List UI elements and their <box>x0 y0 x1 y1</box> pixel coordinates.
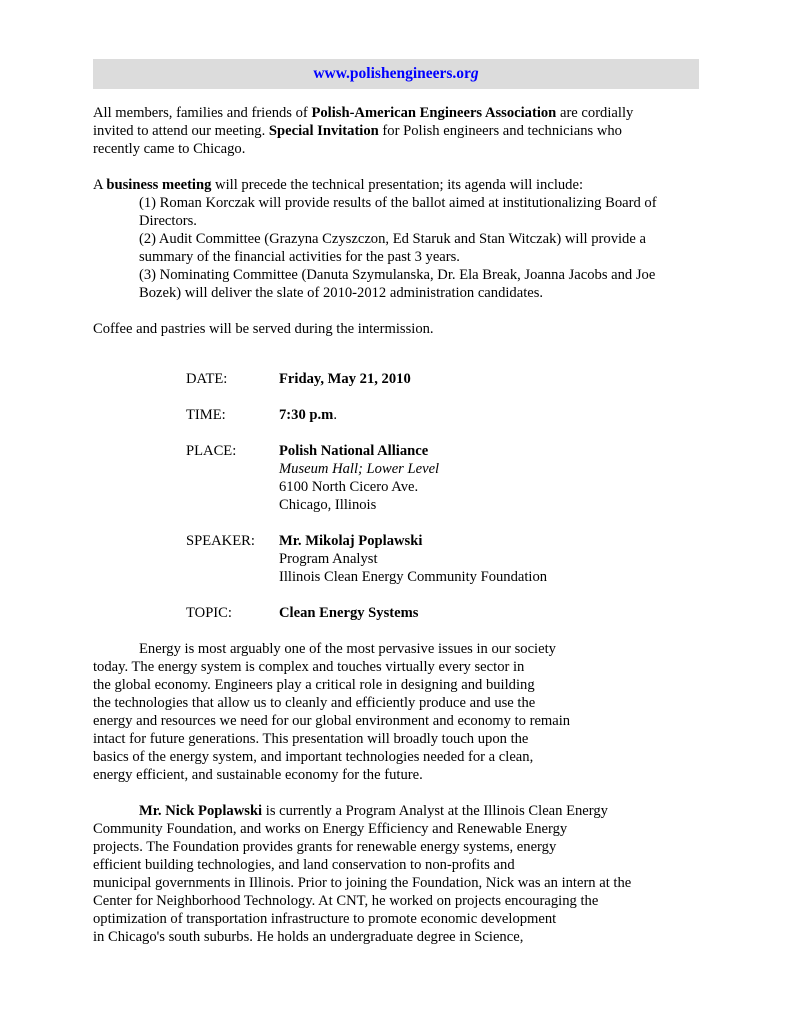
time-row: TIME: 7:30 p.m. <box>186 407 337 423</box>
agenda-item: (1) Roman Korczak will provide results of the ballot aimed at institutionalizing Board of <box>139 195 657 211</box>
speaker-bio: Mr. Nick Poplawski is currently a Program Analyst at the Illinois Clean Energy Community Foundation, and works on Energy Efficiency and Renewable Energy projects. The Foundation provides grants for renewable energy systems, energy efficient building technologies, and land conservation to non-profits and municipal governments in Illinois. Prior to joining the Foundation, Nick was an intern at the Center for Neighborhood Technology. At CNT, he worked on projects encouraging the optimization of transportation infrastructure to promote economic development in Chicago's south suburbs. He holds an undergraduate degree in Science, <box>93 803 632 945</box>
agenda-item: (3) Nominating Committee (Danuta Szymulanska, Dr. Ela Break, Joanna Jacobs and Joe <box>139 267 656 283</box>
coffee-note: Coffee and pastries will be served during the intermission. <box>93 321 434 337</box>
flyer-page <box>93 59 699 946</box>
event-details <box>186 370 699 622</box>
business-meeting-paragraph: A business meeting will precede the technical presentation; its agenda will include: (1) Roman Korczak will provide results of the ballot aimed at institutionalizing Board of Directors. (2) Audit Committee (Grazyna Czyszczon, Ed Staruk and Stan Witczak) will provide a summary of the financial activities for the past 3 years. (3) Nominating Committee (Danuta Szymulanska, Dr. Ela Break, Joanna Jacobs and Joe Bozek) will deliver the slate of 2010-2012 administration candidates. <box>93 176 699 302</box>
topic-description: Energy is most arguably one of the most pervasive issues in our society today. The energy system is complex and touches virtually every sector in the global economy. Engineers play a critical role in designing and building the technologies that allow us to cleanly and efficiently produce and use the energy and resources we need for our global environment and economy to remain intact for future generations. This presentation will broadly touch upon the basics of the energy system, and important technologies needed for a clean, energy efficient, and sustainable economy for the future. <box>93 641 571 783</box>
date-row: DATE: Friday, May 21, 2010 <box>186 371 411 387</box>
agenda-list: (1) Roman Korczak will provide results of the ballot aimed at institutionalizing Board of Directors. (2) Audit Committee (Grazyna Czyszczon, Ed Staruk and Stan Witczak) will provide a summary of the financial activities for the past 3 years. (3) Nominating Committee (Danuta Szymulanska, Dr. Ela Break, Joanna Jacobs and Joe Bozek) will deliver the slate of 2010-2012 administration candidates. <box>139 194 699 302</box>
header-bar <box>93 59 699 89</box>
special-invitation: Special Invitation <box>268 123 379 139</box>
agenda-item: (2) Audit Committee (Grazyna Czyszczon, Ed Staruk and Stan Witczak) will provide a <box>139 231 646 247</box>
topic-row: TOPIC: Clean Energy Systems <box>186 605 419 621</box>
intro-paragraph: All members, families and friends of Polish-American Engineers Association are cordially invited to attend our meeting. Special Invitation for Polish engineers and technicians who recently came to Chicago. <box>93 105 634 157</box>
place-row: PLACE: Polish National Alliance Museum Hall; Lower Level 6100 North Cicero Ave. Chicago, Illinois <box>186 443 440 513</box>
speaker-row: SPEAKER: Mr. Mikolaj Poplawski Program Analyst Illinois Clean Energy Community Foundation <box>186 533 548 585</box>
website-link[interactable]: www.polishengineers.org <box>313 65 479 82</box>
org-name: Polish-American Engineers Association <box>311 105 557 121</box>
